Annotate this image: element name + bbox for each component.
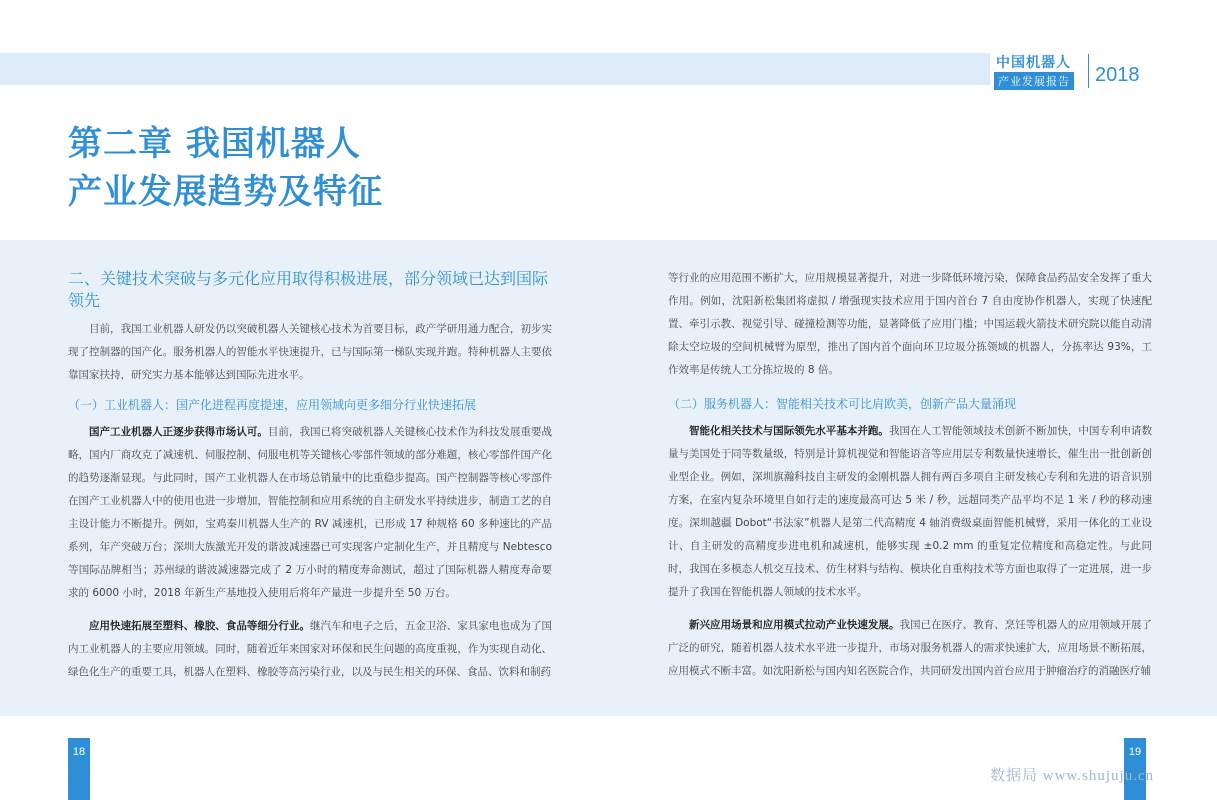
- page-number-left: 18: [68, 738, 90, 800]
- right-column: [668, 267, 1152, 683]
- chapter-title-line1: 第二章 我国机器人: [68, 124, 361, 164]
- chapter-title: [68, 120, 383, 216]
- paragraph-lead: 应用快速拓展至塑料、橡胶、食品等细分行业。: [89, 620, 310, 632]
- chapter-title-line2: 产业发展趋势及特征: [68, 172, 383, 212]
- paragraph-service-2: [668, 614, 1152, 683]
- subsection-title-service: （二）服务机器人：智能相关技术可比肩欧美，创新产品大量涌现: [668, 397, 1017, 411]
- paragraph-lead: 国产工业机器人正逐步获得市场认可。: [89, 426, 268, 438]
- paragraph-body: 继汽车和电子之后，五金卫浴、家具家电也成为了国内工业机器人的主要应用领域。同时，随着近年来国家对环保和民生问题的高度重视，作为实现自动化、绿色化生产的重要工具，机器人在塑料、橡胶等高污染行业，以及与民生相关的环保、食品、饮料和制药: [68, 620, 553, 678]
- brand-year: 2018: [1095, 64, 1140, 86]
- paragraph-continued: 等行业的应用范围不断扩大，应用规模显著提升，对进一步降低环境污染，保障食品药品安全发挥了重大作用。例如，沈阳新松集团将虚拟 / 增强现实技术应用于国内首台 7 自由度协作机器人，实现了快速配置、牵引示教、视觉引导、碰撞检测等功能，显著降低了应用门槛；中国运载火箭技术研究院以能自动清除太空垃圾的空间机械臂为原型，推出了国内首个面向环卫垃圾分拣领域的机器人，分拣率达 93%，工作效率是传统人工分拣垃圾的 8 倍。: [668, 272, 1152, 376]
- brand-subtitle: 产业发展报告: [994, 72, 1074, 90]
- paragraph-lead: 智能化相关技术与国际领先水平基本并跑。: [689, 425, 889, 437]
- page-number-right: 19: [1124, 738, 1146, 800]
- intro-paragraph: 目前，我国工业机器人研发仍以突破机器人关键核心技术为首要目标，政产学研用通力配合，初步实现了控制器的国产化。服务机器人的智能水平快速提升，已与国际第一梯队实现并跑。特种机器人主要依靠国家扶持，研究实力基本能够达到国际先进水平。: [68, 323, 552, 381]
- paragraph-service-1: [668, 420, 1152, 604]
- brand-title: 中国机器人: [996, 55, 1071, 71]
- paragraph-industrial-2: [68, 615, 552, 684]
- paragraph-industrial-1: [68, 421, 552, 605]
- brand-divider: [1088, 54, 1089, 88]
- report-brand: [994, 52, 1154, 92]
- header-band: [0, 53, 990, 85]
- paragraph-body: 我国已在医疗、教育、烹饪等机器人的应用领域开展了广泛的研究，随着机器人技术水平进一步提升，市场对服务机器人的需求快速扩大，应用场景不断拓展，应用模式不断丰富。如沈阳新松与国内知名医院合作，共同研发出国内首台应用于肿瘤治疗的消融医疗辅: [668, 619, 1153, 677]
- subsection-title-industrial: （一）工业机器人：国产化进程再度提速，应用领域向更多细分行业快速拓展: [68, 398, 477, 412]
- paragraph-lead: 新兴应用场景和应用模式拉动产业快速发展。: [689, 619, 900, 631]
- paragraph-body: 目前，我国已将突破机器人关键核心技术作为科技发展重要战略，国内厂商攻克了减速机、伺服控制、伺服电机等关键核心零部件领域的部分难题，核心零部件国产化的趋势逐渐显现。与此同时，国产工业机器人在市场总销量中的比重稳步提高。国产控制器等核心零部件在国产工业机器人中的使用也进一步增加，智能控制和应用系统的自主研发水平持续进步，制造工艺的自主设计能力不断提升。例如，宝鸡秦川机器人生产的 RV 减速机，已形成 17 种规格 60 多种速比的产品系列，年产突破万台；深圳大族激光开发的谐波减速器已可实现客户定制化生产，并且精度与 Nebtesco 等国际品牌相当；苏州绿的谐波减速器完成了 2 万小时的精度寿命测试，超过了国际机器人精度寿命要求的 6000 小时，2018 年新生产基地投入使用后将年产量进一步提升至 50 万台。: [68, 426, 553, 599]
- watermark: 数据局 www.shujuju.cn: [990, 768, 1155, 784]
- left-column: [68, 268, 552, 684]
- paragraph-body: 我国在人工智能领域技术创新不断加快，中国专利申请数量与美国处于同等数量级，特别是计算机视觉和智能语音等应用层专利数量快速增长，催生出一批创新创业型企业。例如，深圳旗瀚科技自主研发的金刚机器人拥有两百多项自主研发核心专利和先进的语音识别方案，在室内复杂环境里自如行走的速度最高可达 5 米 / 秒，远超同类产品平均不足 1 米 / 秒的移动速度。深圳越疆 Dobot“书法家”机器人是第二代高精度 4 轴消费级桌面智能机械臂，采用一体化的工业设计、自主研发的高精度步进电机和减速机，能够实现 ±0.2 mm 的重复定位精度和高稳定性。与此同时，我国在多模态人机交互技术、仿生材料与结构、模块化自重构技术等方面也取得了一定进展，进一步提升了我国在智能机器人领域的技术水平。: [668, 425, 1153, 598]
- section-title: 二、关键技术突破与多元化应用取得积极进展，部分领域已达到国际领先: [68, 269, 549, 310]
